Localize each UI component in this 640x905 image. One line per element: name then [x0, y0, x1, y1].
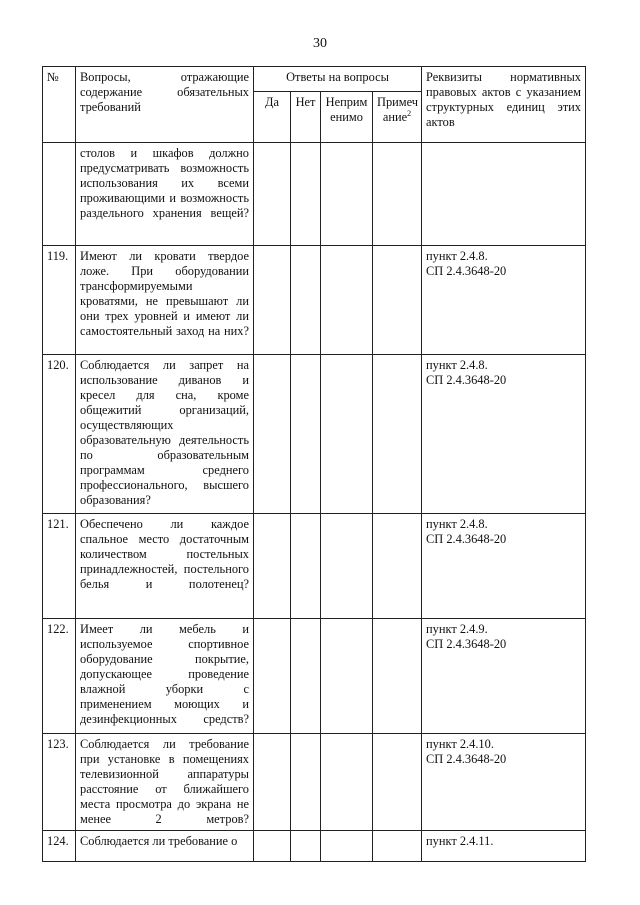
- row-number: 119.: [43, 246, 76, 355]
- header-answers: Ответы на вопросы: [254, 67, 422, 92]
- header-note-label: Примеч ание: [377, 95, 419, 124]
- row-requisites: [422, 355, 586, 514]
- answer-na-cell[interactable]: [321, 514, 373, 619]
- table-row: [43, 143, 586, 246]
- row-question: Имеет ли мебель и используемое спортивное оборудование покрытие, допускающее проведение влажной уборки с применением моющих и дезинфекционных средств?: [76, 619, 254, 734]
- requisite-clause: пункт 2.4.9.: [426, 622, 488, 636]
- row-question: Соблюдается ли требование при установке в помещениях телевизионной аппаратуры расстояние от ближайшего места просмотра до экрана не менее 2 метров?: [76, 734, 254, 831]
- header-note: [373, 92, 422, 143]
- answer-no-cell[interactable]: [291, 355, 321, 514]
- table-row: [43, 355, 586, 514]
- header-note-footnote: 2: [407, 108, 412, 118]
- answer-no-cell[interactable]: [291, 831, 321, 862]
- row-number: 122.: [43, 619, 76, 734]
- header-row: [43, 67, 586, 92]
- row-question: Соблюдается ли требование о: [76, 831, 254, 862]
- answer-na-cell[interactable]: [321, 734, 373, 831]
- header-requisites: Реквизиты нормативных правовых актов с указанием структурных единиц этих актов: [422, 67, 586, 143]
- answer-yes-cell[interactable]: [254, 246, 291, 355]
- answer-note-cell[interactable]: [373, 514, 422, 619]
- answer-note-cell[interactable]: [373, 143, 422, 246]
- row-number: 123.: [43, 734, 76, 831]
- row-requisites: [422, 143, 586, 246]
- requisite-act: СП 2.4.3648-20: [426, 264, 507, 278]
- answer-note-cell[interactable]: [373, 246, 422, 355]
- row-requisites: [422, 619, 586, 734]
- row-question: Имеют ли кровати твердое ложе. При оборудовании трансформируемыми кроватями, не превышают ли они трех уровней и имеют ли самостоятельный заход на них?: [76, 246, 254, 355]
- requisite-clause: пункт 2.4.8.: [426, 249, 488, 263]
- requisite-act: СП 2.4.3648-20: [426, 373, 507, 387]
- table-row: [43, 831, 586, 862]
- answer-yes-cell[interactable]: [254, 619, 291, 734]
- row-requisites: [422, 514, 586, 619]
- table-row: [43, 514, 586, 619]
- answer-yes-cell[interactable]: [254, 514, 291, 619]
- row-question: столов и шкафов должно предусматривать возможность использования их всеми проживающими и возможность раздельного хранения вещей?: [76, 143, 254, 246]
- row-requisites: [422, 831, 586, 862]
- answer-note-cell[interactable]: [373, 734, 422, 831]
- row-number: [43, 143, 76, 246]
- header-na: Неприм енимо: [321, 92, 373, 143]
- header-yes: Да: [254, 92, 291, 143]
- row-question: Соблюдается ли запрет на использование диванов и кресел для сна, кроме общежитий организаций, осуществляющих образовательную деятельность по образовательным программам среднего профессионального, высшего образования?: [76, 355, 254, 514]
- answer-no-cell[interactable]: [291, 619, 321, 734]
- requisite-act: СП 2.4.3648-20: [426, 532, 507, 546]
- answer-note-cell[interactable]: [373, 619, 422, 734]
- answer-na-cell[interactable]: [321, 246, 373, 355]
- answer-yes-cell[interactable]: [254, 355, 291, 514]
- page-number: 30: [313, 36, 327, 51]
- requisite-clause: пункт 2.4.8.: [426, 358, 488, 372]
- requisite-act: СП 2.4.3648-20: [426, 752, 507, 766]
- table-row: [43, 246, 586, 355]
- table-row: [43, 734, 586, 831]
- row-question: Обеспечено ли каждое спальное место достаточным количеством постельных принадлежностей, постельного белья и полотенец?: [76, 514, 254, 619]
- row-number: 121.: [43, 514, 76, 619]
- answer-na-cell[interactable]: [321, 831, 373, 862]
- answer-yes-cell[interactable]: [254, 831, 291, 862]
- answer-na-cell[interactable]: [321, 143, 373, 246]
- answer-na-cell[interactable]: [321, 355, 373, 514]
- answer-no-cell[interactable]: [291, 143, 321, 246]
- requisite-clause: пункт 2.4.10.: [426, 737, 494, 751]
- requisite-clause: пункт 2.4.11.: [426, 834, 494, 848]
- requisite-act: СП 2.4.3648-20: [426, 637, 507, 651]
- table-row: [43, 619, 586, 734]
- requisite-clause: пункт 2.4.8.: [426, 517, 488, 531]
- answer-note-cell[interactable]: [373, 355, 422, 514]
- row-requisites: [422, 734, 586, 831]
- header-num: №: [43, 67, 76, 143]
- answer-no-cell[interactable]: [291, 734, 321, 831]
- answer-yes-cell[interactable]: [254, 143, 291, 246]
- answer-no-cell[interactable]: [291, 246, 321, 355]
- answer-na-cell[interactable]: [321, 619, 373, 734]
- answer-yes-cell[interactable]: [254, 734, 291, 831]
- checklist-table: [42, 66, 586, 862]
- row-number: 124.: [43, 831, 76, 862]
- answer-note-cell[interactable]: [373, 831, 422, 862]
- header-question: Вопросы, отражающие содержание обязательных требований: [76, 67, 254, 143]
- row-requisites: [422, 246, 586, 355]
- header-no: Нет: [291, 92, 321, 143]
- row-number: 120.: [43, 355, 76, 514]
- answer-no-cell[interactable]: [291, 514, 321, 619]
